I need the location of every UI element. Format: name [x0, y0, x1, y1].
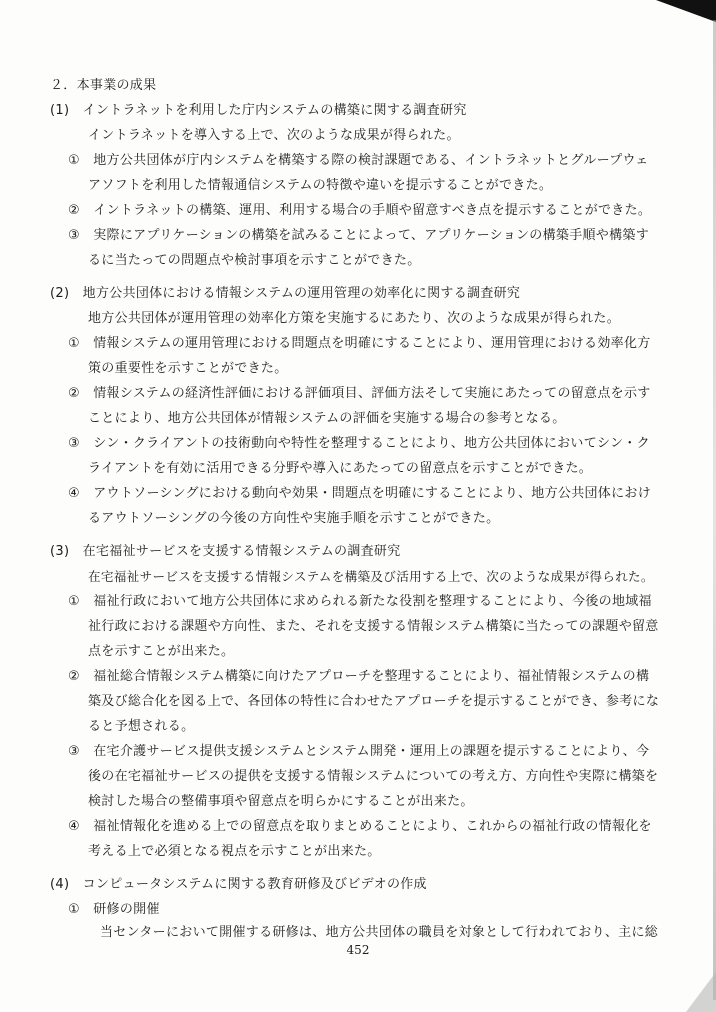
subsection-2-item-2-line-2: ことにより、地方公共団体が情報システムの評価を実施する場合の参考となる。 — [88, 411, 566, 426]
subsection-3-item-1-line-3: 点を示すことが出来た。 — [88, 644, 235, 659]
subsection-2-item-1-line-2: 策の重要性を示すことができた。 — [88, 361, 288, 376]
subsection-3-item-2-line-2: 築及び総合化を図る上で、各団体の特性に合わせたアプローチを提示することができ、参考にな — [88, 694, 660, 709]
subsection-3-intro: 在宅福祉サービスを支援する情報システムを構築及び活用する上で、次のような成果が得られた。 — [88, 569, 654, 584]
subsection-3-item-3-line-2: 後の在宅福祉サービスの提供を支援する情報システムについての考え方、方向性や実際に構築を — [88, 769, 659, 784]
subsection-3-item-2-line-1: ② 福祉総合情報システム構築に向けたアプローチを整理することにより、福祉情報システムの構 — [68, 669, 650, 684]
subsection-1-item-3-line-1: ③ 実際にアプリケーションの構築を試みることによって、アプリケーションの構築手順や構築す — [68, 228, 649, 243]
subsection-1-item-2-line-1: ② イントラネットの構築、運用、利用する場合の手順や留意すべき点を提示することができた。 — [68, 203, 652, 218]
subsection-3-item-4-line-2: 考える上で必須となる視点を示すことが出来た。 — [88, 844, 381, 859]
subsection-1-intro: イントラネットを導入する上で、次のような成果が得られた。 — [88, 128, 460, 143]
subsection-4-paragraph: 当センターにおいて開催する研修は、地方公共団体の職員を対象として行われており、主に総 — [100, 925, 659, 940]
section-heading: ２．本事業の成果 — [50, 78, 157, 93]
subsection-3-item-3-line-3: 検討した場合の整備事項や留意点を明らかにすることが出来た。 — [88, 794, 474, 809]
subsection-1-item-1-line-1: ① 地方公共団体が庁内システムを構築する際の検討課題である、イントラネットとグループウェ — [68, 153, 649, 168]
subsection-3-item-1-line-1: ① 福祉行政において地方公共団体に求められる新たな役割を整理することにより、今後の地域福 — [68, 594, 652, 609]
subsection-2-title: (2) 地方公共団体における情報システムの運用管理の効率化に関する調査研究 — [50, 286, 521, 301]
subsection-2-item-4-line-1: ④ アウトソーシングにおける動向や効果・問題点を明確にすることにより、地方公共団体におけ — [68, 486, 652, 501]
subsection-3-item-2-line-3: ると予想される。 — [88, 719, 195, 734]
scan-corner-shadow — [656, 0, 716, 22]
subsection-2-item-3-line-2: ライアントを有効に活用できる分野や導入にあたっての留意点を示すことができた。 — [88, 461, 593, 476]
subsection-2-item-4-line-2: るアウトソーシングの今後の方向性や実施手順を示すことができた。 — [88, 511, 500, 526]
subsection-2-item-2-line-1: ② 情報システムの経済性評価における評価項目、評価方法そして実施にあたっての留意点を示す — [68, 386, 651, 401]
subsection-3-item-3-line-1: ③ 在宅介護サービス提供支援システムとシステム開発・運用上の課題を提示することにより、今 — [68, 744, 650, 759]
subsection-1-item-1-line-2: アソフトを利用した情報通信システムの特徴や違いを提示することができた。 — [88, 178, 553, 193]
subsection-3-item-4-line-1: ④ 福祉情報化を進める上での留意点を取りまとめることにより、これからの福祉行政の情報化を — [68, 819, 652, 834]
subsection-4-item-1-line-1: ① 研修の開催 — [68, 902, 160, 917]
subsection-1-title: (1) イントラネットを利用した庁内システムの構築に関する調査研究 — [50, 103, 467, 118]
page-number: 452 — [346, 943, 370, 957]
subsection-3-item-1-line-2: 祉行政における課題や方向性、また、それを支援する情報システム構築に当たっての課題や留意 — [88, 619, 659, 634]
subsection-2-item-3-line-1: ③ シン・クライアントの技術動向や特性を整理することにより、地方公共団体においてシン・ク — [68, 436, 650, 451]
subsection-2-intro: 地方公共団体が運用管理の効率化方策を実施するにあたり、次のような成果が得られた。 — [88, 311, 621, 326]
subsection-3-title: (3) 在宅福祉サービスを支援する情報システムの調査研究 — [50, 544, 401, 559]
subsection-1-item-3-line-2: るに当たっての問題点や検討事項を示すことができた。 — [88, 253, 421, 268]
scan-bottom-corner — [686, 972, 716, 1012]
subsection-2-item-1-line-1: ① 情報システムの運用管理における問題点を明確にすることにより、運用管理における効率化方 — [68, 336, 651, 351]
subsection-4-title: (4) コンピュータシステムに関する教育研修及びビデオの作成 — [50, 877, 427, 892]
